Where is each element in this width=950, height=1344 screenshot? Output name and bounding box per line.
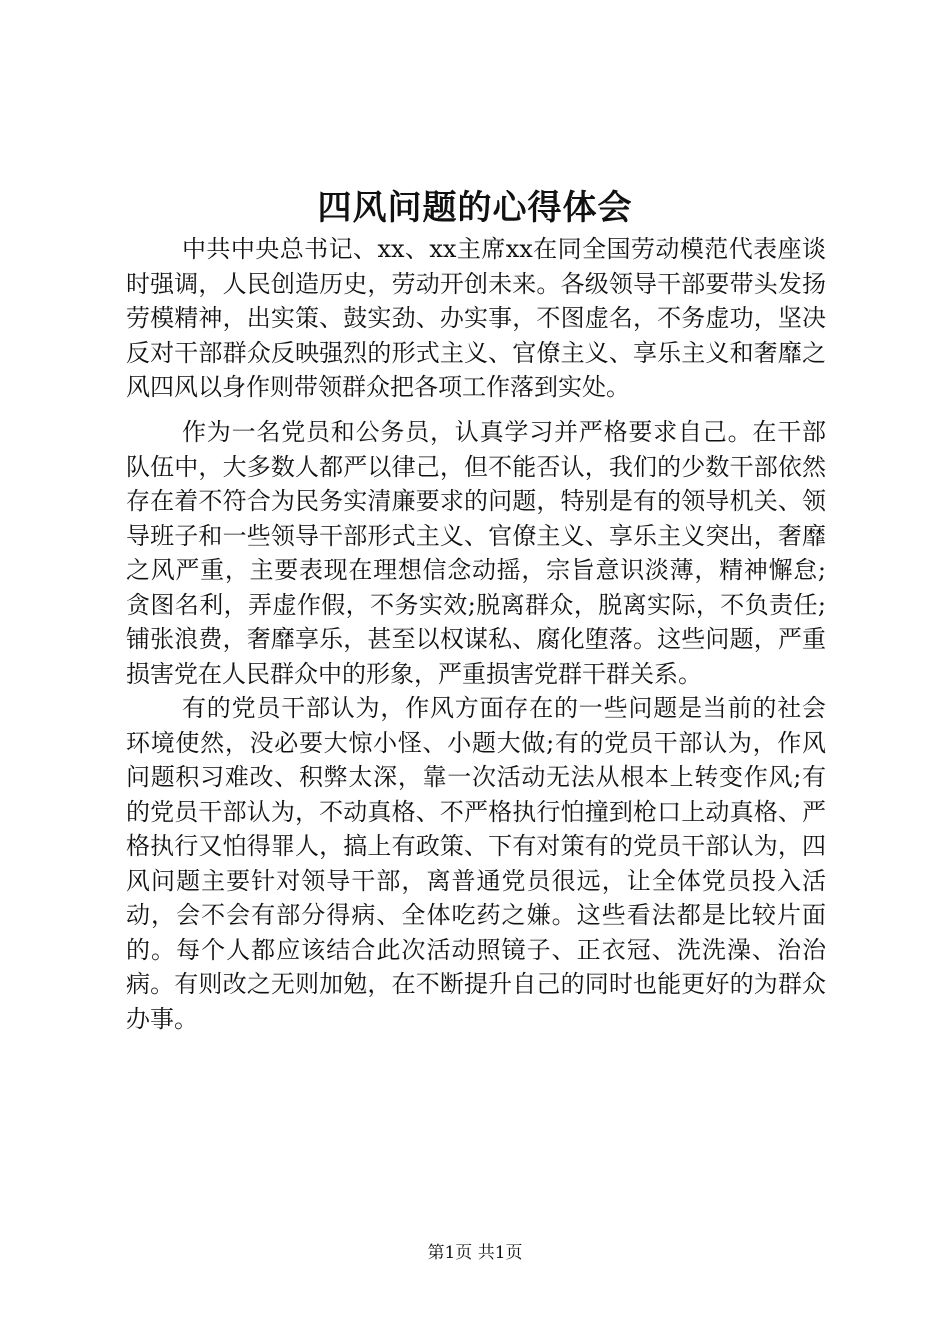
paragraph-1: 中共中央总书记、xx、xx主席xx在同全国劳动模范代表座谈时强调，人民创造历史，劳动开创未来。各级领导干部要带头发扬劳模精神，出实策、鼓实劲、办实事，不图虚名，不务虚功，坚决反对干部群众反映强烈的形式主义、官僚主义、享乐主义和奢靡之风四风以身作则带领群众把各项工作落到实处。 — [126, 235, 826, 401]
document-title: 四风问题的心得体会 — [317, 188, 633, 228]
paragraph-2: 作为一名党员和公务员，认真学习并严格要求自己。在干部队伍中，大多数人都严以律己，但不能否认，我们的少数干部依然存在着不符合为民务实清廉要求的问题，特别是有的领导机关、领导班子和一些领导干部形式主义、官僚主义、享乐主义突出，奢靡之风严重，主要表现在理想信念动摇，宗旨意识淡薄，精神懈怠;贪图名利，弄虚作假，不务实效;脱离群众，脱离实际，不负责任;铺张浪费，奢靡享乐，甚至以权谋私、腐化堕落。这些问题，严重损害党在人民群众中的形象，严重损害党群干群关系。 — [126, 418, 826, 688]
page-number-footer: 第1页 共1页 — [427, 1243, 523, 1263]
paragraph-3: 有的党员干部认为，作风方面存在的一些问题是当前的社会环境使然，没必要大惊小怪、小题大做;有的党员干部认为，作风问题积习难改、积弊太深，靠一次活动无法从根本上转变作风;有的党员干部认为，不动真格、不严格执行怕撞到枪口上动真格、严格执行又怕得罪人，搞上有政策、下有对策有的党员干部认为，四风问题主要针对领导干部，离普通党员很远，让全体党员投入活动，会不会有部分得病、全体吃药之嫌。这些看法都是比较片面的。每个人都应该结合此次活动照镜子、正衣冠、洗洗澡、治治病。有则改之无则加勉，在不断提升自己的同时也能更好的为群众办事。 — [126, 694, 826, 1033]
